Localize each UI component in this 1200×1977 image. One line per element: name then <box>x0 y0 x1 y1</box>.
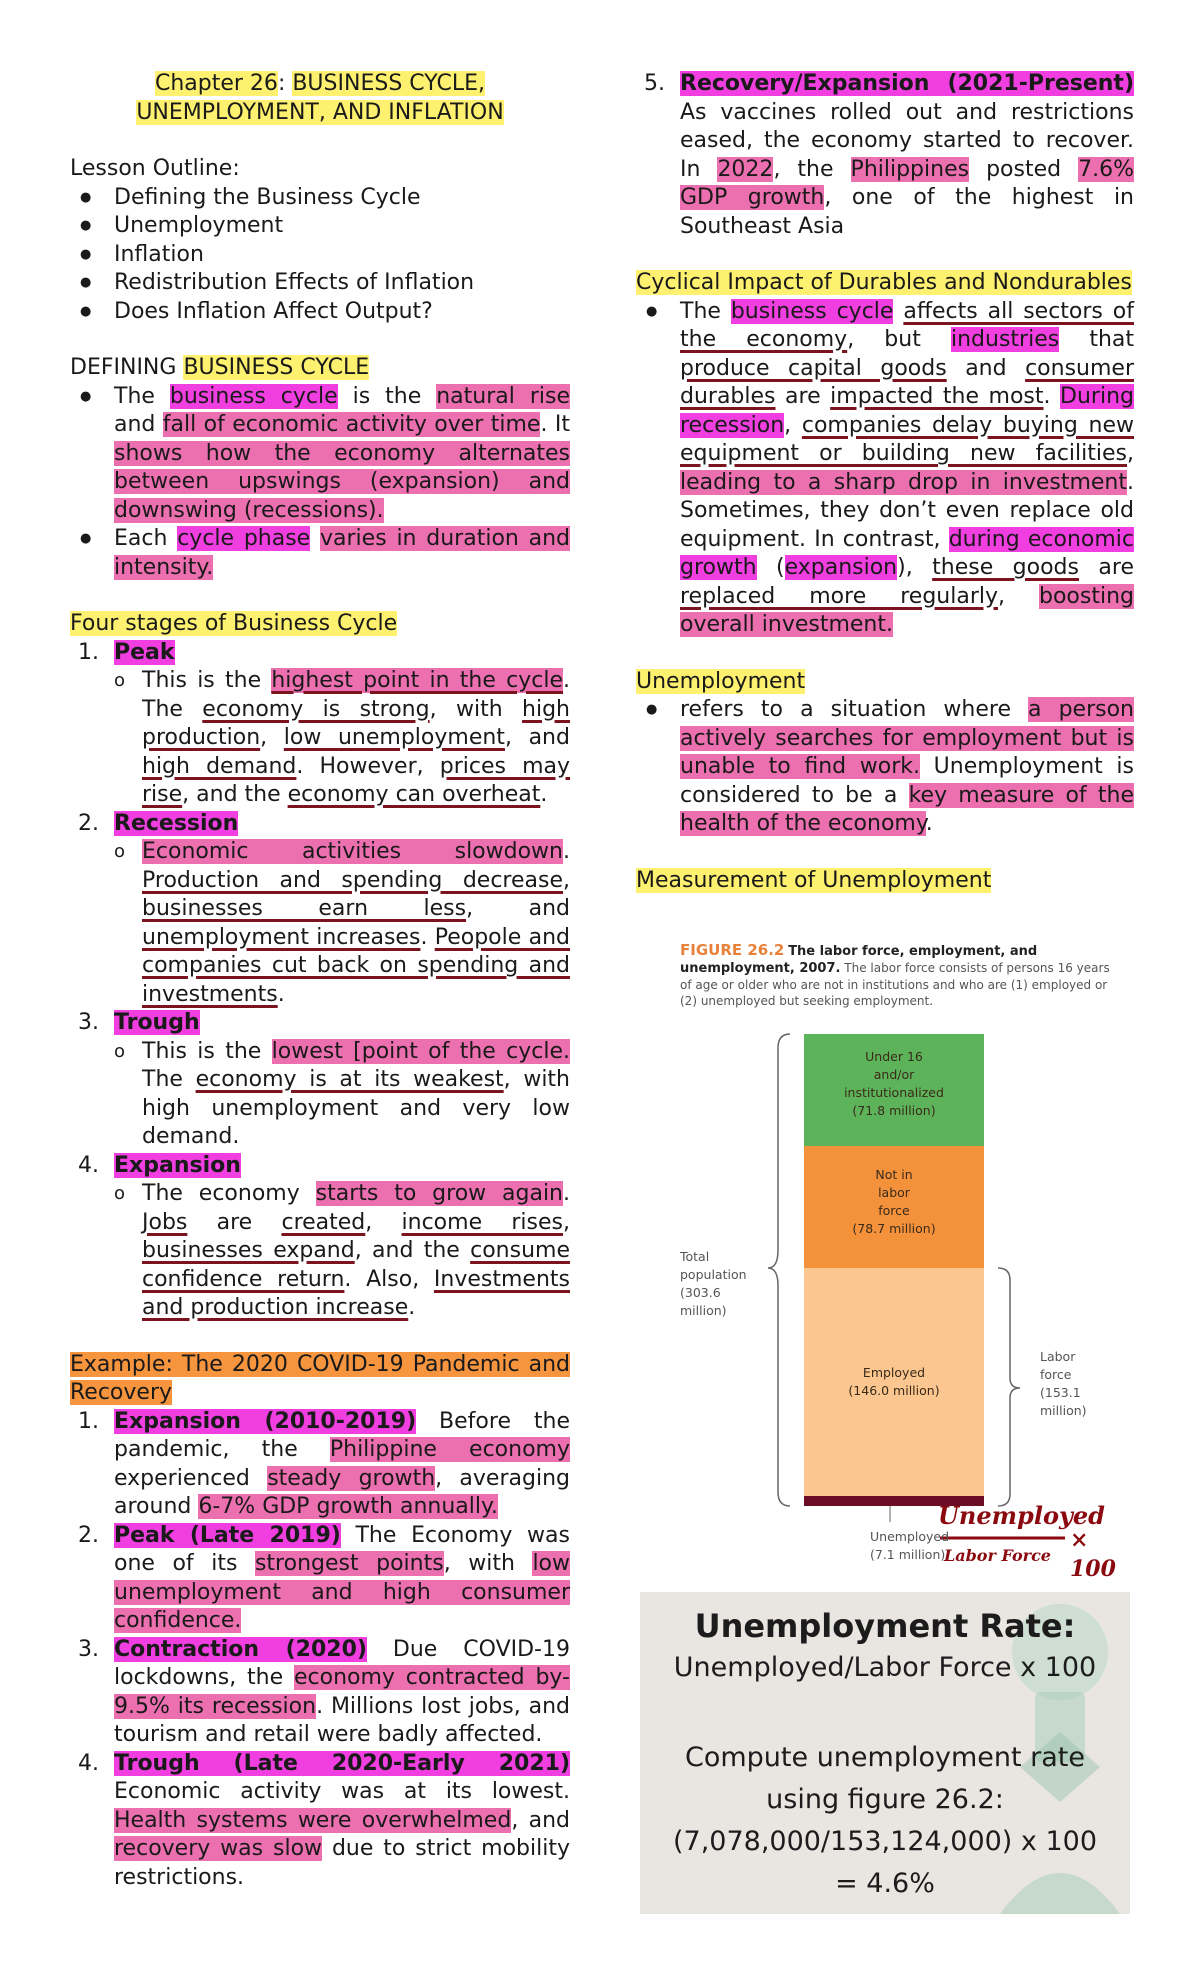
text: Jobs <box>142 1209 188 1235</box>
text: . Also, <box>344 1266 434 1292</box>
text: 6-7% GDP growth annually. <box>198 1494 498 1519</box>
list-item <box>636 298 1134 640</box>
text: is the <box>337 383 437 409</box>
list-item <box>636 70 1134 241</box>
text: business cycle <box>169 383 338 409</box>
text: businesses earn less <box>142 896 467 921</box>
text: economy contracted by-9.5% its recession <box>114 1665 570 1719</box>
text: lowest [point of the cycle. <box>271 1038 571 1064</box>
list-item <box>114 838 570 1009</box>
text: , but <box>847 327 951 352</box>
text: due to strict mobility restrictions. <box>114 1836 570 1890</box>
text: , with <box>429 696 523 722</box>
rate-instruction: using figure 26.2: <box>766 1784 1004 1815</box>
text: Peopole and companies cut back on spending and investments <box>142 924 570 1007</box>
stage-title: Recession <box>114 810 239 836</box>
text: a person actively searches for employment but is unable to find work. <box>680 697 1134 779</box>
figure-label: FIGURE 26.2 <box>680 941 785 959</box>
handwritten-multiplier: × 100 <box>1070 1527 1116 1582</box>
text: business cycle <box>730 298 894 324</box>
total-population-brace <box>768 1034 790 1506</box>
chapter-title-colon: : <box>277 71 293 96</box>
labor-force-label <box>1040 1348 1087 1420</box>
text: natural rise <box>436 383 570 409</box>
item-number: 2. <box>78 810 99 836</box>
figure-26-2 <box>640 930 1130 1580</box>
label-line: (153.1 <box>1040 1385 1081 1400</box>
text: impacted the most <box>830 384 1044 409</box>
list-item <box>70 383 570 526</box>
text: produce capital goods <box>680 355 947 381</box>
list-item <box>70 639 570 810</box>
stage-title: Expansion (2010-2019) <box>114 1408 417 1434</box>
text: The <box>680 298 731 324</box>
text: The economy <box>142 1181 316 1206</box>
heading-text: Cyclical Impact of Durables and Nondurables <box>636 270 1132 295</box>
heading-text: Example: The 2020 COVID-19 Pandemic and Recovery <box>70 1351 570 1405</box>
text: Unemployment is considered to be a <box>680 754 1134 808</box>
text: , and <box>504 725 570 750</box>
segment-label: Under 16 <box>865 1049 923 1064</box>
text: . <box>540 782 548 807</box>
text: , with high unemployment and very low demand. <box>142 1067 571 1149</box>
heading-text: DEFINING <box>70 355 184 380</box>
text: consume confidence return <box>142 1238 570 1292</box>
list-item <box>636 696 1134 839</box>
text: This is the <box>142 668 272 693</box>
text: are <box>775 384 831 409</box>
text: As vaccines rolled out and restrictions eased, the economy started to recover. In <box>680 99 1134 182</box>
labor-force-brace <box>998 1268 1020 1506</box>
measurement-heading <box>636 867 1134 896</box>
defining-list <box>70 383 570 583</box>
text: low unemployment <box>283 725 505 750</box>
example-list <box>70 1408 570 1893</box>
text: and <box>114 412 163 437</box>
stages-heading <box>70 610 570 639</box>
segment-label: (78.7 million) <box>852 1221 936 1236</box>
text: , and <box>466 896 570 921</box>
right-column <box>636 70 1134 895</box>
label-line: force <box>1040 1367 1072 1382</box>
text: This is the <box>142 1038 272 1064</box>
text: and <box>946 355 1026 381</box>
text: The <box>114 383 170 409</box>
text: during economic growth <box>680 526 1134 580</box>
item-number: 1. <box>78 1408 99 1434</box>
item-number: 1. <box>78 639 99 665</box>
total-population-label <box>680 1248 747 1320</box>
text: . <box>925 811 933 836</box>
text: consumer durables <box>680 355 1134 409</box>
segment-label: (146.0 million) <box>848 1383 940 1398</box>
chapter-title-part: UNEMPLOYMENT, AND INFLATION <box>136 99 504 125</box>
text: affects all sectors of the economy <box>680 298 1134 352</box>
label-line: (7.1 million) <box>870 1547 946 1562</box>
text: Health systems were overwhelmed <box>114 1807 512 1833</box>
text: , <box>784 412 802 438</box>
text: Due COVID-19 lockdowns, the <box>114 1636 570 1690</box>
text: starts to grow again <box>315 1181 563 1206</box>
list-item: ● Does Inflation Affect Output? <box>70 298 570 327</box>
text: strongest points <box>254 1551 444 1576</box>
label-line: million) <box>680 1303 727 1318</box>
text: key measure of the health of the economy <box>680 782 1134 836</box>
label-line: Total <box>680 1249 710 1264</box>
stage-title: Peak (Late 2019) <box>114 1522 341 1548</box>
text: economy is strong <box>202 696 430 722</box>
label-line: Labor <box>1040 1349 1076 1364</box>
heading-text: Four stages of Business Cycle <box>70 611 398 636</box>
stages-list <box>70 639 570 1323</box>
rate-computation: (7,078,000/153,124,000) x 100 <box>672 1826 1098 1857</box>
text: , <box>562 1209 570 1235</box>
text: , <box>998 583 1039 609</box>
segment-label: labor <box>878 1185 910 1200</box>
text: . Sometimes, they don’t even replace old equipment. In contrast, <box>680 469 1134 552</box>
left-column <box>70 70 570 1892</box>
text: During recession <box>680 384 1134 438</box>
stage-title: Peak <box>114 639 175 665</box>
stage-title: Trough (Late 2020-Early 2021) <box>114 1750 570 1776</box>
label-line: Unemployed <box>870 1529 950 1544</box>
text: ), <box>897 555 933 580</box>
segment-label: Not in <box>875 1167 913 1182</box>
item-number: 3. <box>78 1010 99 1035</box>
rate-formula: Unemployed/Labor Force x 100 <box>673 1652 1097 1683</box>
heading-text: BUSINESS CYCLE <box>183 355 370 380</box>
text: , <box>365 1209 402 1235</box>
text: , and the <box>354 1238 471 1263</box>
lesson-outline-heading: Lesson Outline: <box>70 156 240 181</box>
stage-title: Recovery/Expansion (2021-Present) <box>680 71 1134 96</box>
text: . It <box>540 412 570 437</box>
text: Each <box>114 526 178 551</box>
list-item <box>70 1009 570 1152</box>
text: steady growth <box>267 1465 436 1491</box>
text: high production <box>142 696 570 750</box>
text: cycle phase <box>177 526 311 551</box>
text: , one of the highest in Southeast Asia <box>680 185 1134 239</box>
text: , averaging around <box>114 1465 570 1519</box>
text: , and the <box>182 782 288 807</box>
unemployment-rate-card <box>640 1592 1130 1914</box>
chapter-title-part: Chapter 26 <box>154 71 278 96</box>
text: high demand <box>142 753 297 779</box>
segment-label: institutionalized <box>844 1085 944 1100</box>
text: Philippine economy <box>329 1437 570 1462</box>
lesson-outline-list <box>70 184 570 327</box>
text: economy is at its weakest <box>195 1067 504 1092</box>
stage-title: Contraction (2020) <box>114 1636 367 1662</box>
list-item <box>70 1152 570 1323</box>
item-number: 5. <box>644 71 665 96</box>
label-line: million) <box>1040 1403 1087 1418</box>
text: these goods <box>932 555 1079 580</box>
text: shows how the economy alternates between upswings (expansion) and downswing (recessions). <box>114 440 570 523</box>
text: . <box>1043 384 1061 409</box>
text: experienced <box>114 1465 268 1491</box>
text: industries <box>950 327 1060 352</box>
label-line: population <box>680 1267 747 1282</box>
cyclical-list <box>636 298 1134 640</box>
text: The <box>142 1067 196 1092</box>
figure-title: The labor force, employment, and unemployment, 2007. <box>680 944 1038 976</box>
text: The Economy was one of its <box>114 1522 570 1576</box>
text: ( <box>756 555 785 580</box>
stage-title: Trough <box>114 1010 200 1035</box>
text: varies in duration and intensity. <box>114 526 571 580</box>
label-line: (303.6 <box>680 1285 721 1300</box>
item-number: 4. <box>78 1152 99 1178</box>
text: boosting overall investment. <box>680 583 1134 637</box>
item-number: 2. <box>78 1522 99 1548</box>
list-item: ● Defining the Business Cycle <box>70 184 570 213</box>
text: 2022 <box>717 156 774 182</box>
rate-instruction: Compute unemployment rate <box>684 1742 1086 1773</box>
example-list-continued <box>636 70 1134 241</box>
segment-label: force <box>878 1203 910 1218</box>
text: fall of economic activity over time <box>162 412 541 437</box>
text: are <box>1078 555 1134 580</box>
segment-label: Employed <box>862 1365 926 1380</box>
handwritten-denominator: Labor Force <box>944 1546 1051 1565</box>
list-item: ● Inflation <box>70 241 570 270</box>
text: expansion <box>784 555 898 580</box>
text <box>310 526 320 551</box>
text: refers to a situation where <box>680 697 1029 722</box>
text: recovery was slow <box>114 1836 323 1861</box>
text: . <box>408 1295 416 1320</box>
text: . <box>563 839 570 864</box>
text: Before the pandemic, the <box>114 1408 570 1462</box>
item-number: 4. <box>78 1750 99 1776</box>
list-item <box>70 1408 570 1522</box>
segment-label: (71.8 million) <box>852 1103 936 1118</box>
text: highest point in the cycle <box>271 668 563 693</box>
text: , <box>260 725 284 750</box>
defining-heading <box>70 354 570 383</box>
text: low unemployment and high consumer confidence. <box>114 1551 571 1633</box>
list-item <box>114 1180 570 1323</box>
list-item: ● Redistribution Effects of Inflation <box>70 269 570 298</box>
text: . <box>277 981 285 1007</box>
text: , <box>563 867 570 893</box>
text <box>893 299 903 324</box>
text: Investments and production increase <box>142 1266 570 1320</box>
segment-label: and/or <box>873 1067 915 1082</box>
list-item <box>70 525 570 582</box>
unemployed-label <box>870 1528 949 1564</box>
text: posted <box>969 156 1079 182</box>
stage-title: Expansion <box>114 1152 241 1178</box>
text: . Millions lost jobs, and tourism and retail were badly affected. <box>114 1693 570 1747</box>
text: , with <box>443 1551 533 1576</box>
chapter-title-part: BUSINESS CYCLE, <box>292 71 485 96</box>
text: Production and spending decrease <box>142 867 563 893</box>
list-item <box>70 810 570 1010</box>
item-number: 3. <box>78 1636 99 1662</box>
unemployment-heading <box>636 668 1134 697</box>
unemployment-list <box>636 696 1134 839</box>
text: . <box>420 924 435 950</box>
cyclical-heading <box>636 269 1134 298</box>
text: 7.6% GDP growth <box>680 156 1134 210</box>
text: replaced more regularly <box>680 583 998 609</box>
chapter-title <box>70 70 570 127</box>
text: , <box>1127 441 1134 466</box>
example-heading <box>70 1351 570 1408</box>
text: that <box>1059 327 1135 352</box>
list-item <box>70 1636 570 1750</box>
handwritten-numerator: Unemployed <box>938 1501 1105 1530</box>
text: Economic activity was at its lowest. <box>114 1779 570 1804</box>
text: economy can overheat <box>287 782 541 807</box>
text: unemployment increases <box>142 924 421 950</box>
list-item <box>70 1750 570 1893</box>
text: . The <box>142 668 570 722</box>
text: . However, <box>296 753 440 779</box>
list-item: ● Unemployment <box>70 212 570 241</box>
text: prices may rise <box>142 753 571 807</box>
list-item <box>70 1522 570 1636</box>
list-item <box>114 1038 570 1152</box>
rate-title: Unemployment Rate: <box>694 1607 1076 1645</box>
heading-text: Unemployment <box>636 668 806 694</box>
text: leading to a sharp drop in investment <box>680 469 1127 495</box>
text: Philippines <box>850 156 970 182</box>
text: income rises <box>401 1209 563 1235</box>
text: Economic activities slowdown <box>142 839 563 864</box>
list-item <box>114 667 570 810</box>
text: , the <box>773 156 851 182</box>
rate-result: = 4.6% <box>835 1868 935 1899</box>
text: , and <box>511 1807 570 1833</box>
figure-caption-text: The labor force consists of persons 16 years of age or older who are not in institutions and who are (1) employed or (2) unemployed but seeking employment. <box>680 961 1110 1008</box>
text: companies delay buying new equipment or building new facilities <box>680 412 1134 466</box>
text: are <box>187 1209 282 1235</box>
heading-text: Measurement of Unemployment <box>636 867 992 893</box>
text: . <box>563 1181 570 1206</box>
text: created <box>281 1209 366 1235</box>
text: businesses expand <box>142 1238 355 1263</box>
